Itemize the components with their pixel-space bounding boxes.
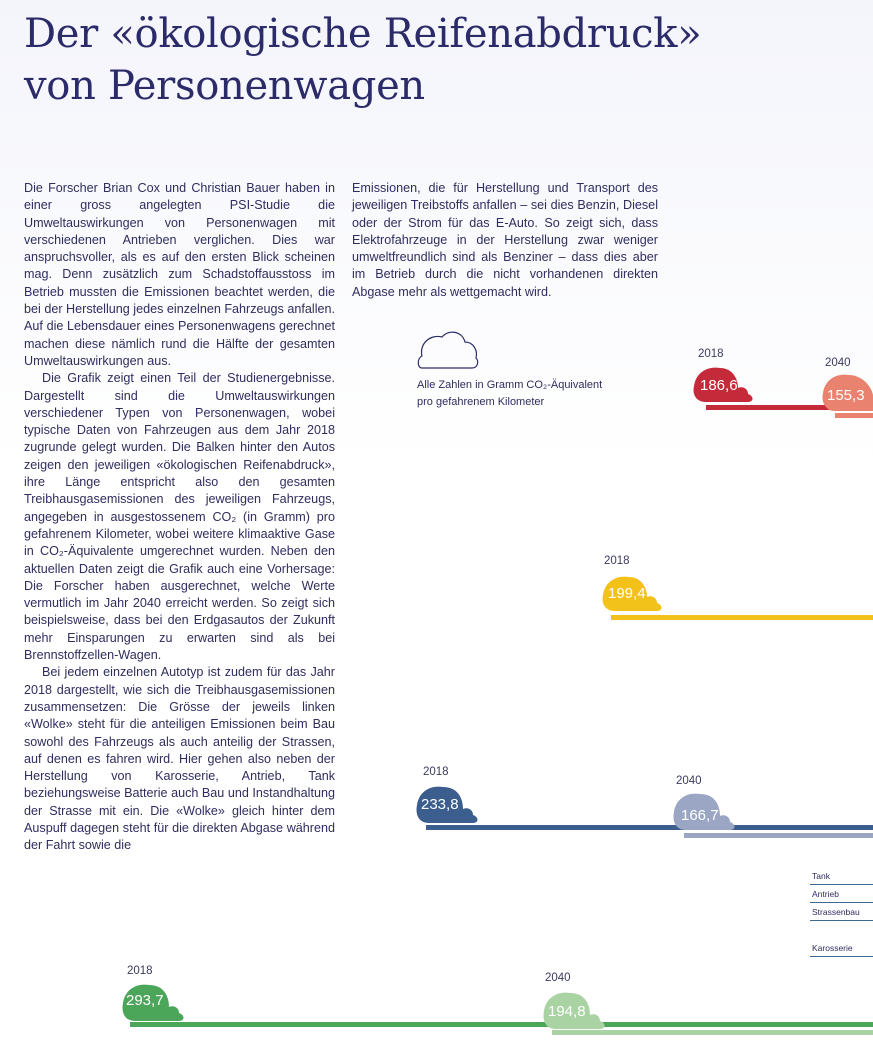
- component-label-strassenbau: Strassenbau: [812, 907, 860, 917]
- value-label-red-2018: 186,6: [700, 377, 738, 394]
- paragraph-3: Bei jedem einzelnen Autotyp ist zudem für das Jahr 2018 dargestellt, wie sich die Treibhausgasemissionen zusammensetzen: Die Grösse der jeweils linken «Wolke» steht für die anteiligen Emissionen beim Bau sowohl des Fahrzeugs als auch anteilig der Strassen, auf denen es fahren wird. Hier gehen also neben der Herstellung von Karosserie, Antrieb, Tank beziehungsweise Batterie auch Bau und Instandhaltung der Strasse mit ein. Die «Wolke» gleich hinter dem Auspuff dagegen steht für die direkten Abgase während der Fahrt sowie die: [24, 665, 335, 853]
- value-label-yellow-2018: 199,4: [608, 585, 646, 602]
- value-label-red-2040: 155,3: [827, 387, 865, 404]
- bar-blue-2040: [684, 833, 873, 838]
- cloud-outline-icon: [416, 328, 480, 372]
- value-label-green-2018: 293,7: [126, 992, 164, 1009]
- component-label-tank: Tank: [812, 871, 830, 881]
- legend-note-line-2: pro gefahrenem Kilometer: [417, 396, 545, 408]
- component-line-tank: [810, 884, 873, 885]
- component-line-karosserie: [810, 956, 873, 957]
- paragraph-1: Die Forscher Brian Cox und Christian Bauer haben in einer gross angelegten PSI-Studie die Umweltauswirkungen von Personenwagen mit verschiedenen Antrieben verglichen. Dies war anspruchsvoller, als es auf den ersten Blick scheinen mag. Denn zusätzlich zum Schadstoffausstoss im Betrieb mussten die Emissionen beachtet werden, die bei der Herstellung jedes einzelnen Fahrzeugs anfallen. Auf die Lebensdauer eines Personenwagens gerechnet machen diese nämlich rund die Hälfte der gesamten Umweltauswirkungen aus.: [24, 181, 335, 368]
- bar-blue-2018: [426, 825, 873, 830]
- component-label-karosserie: Karosserie: [812, 943, 853, 953]
- paragraph-2: Die Grafik zeigt einen Teil der Studienergebnisse. Dargestellt sind die Umweltauswirkungen verschiedener Typen von Personenwagen, wobei typische Daten von Fahrzeugen aus dem Jahr 2018 zugrunde gelegt wurden. Die Balken hinter den Autos zeigen den jeweiligen «ökologischen Reifenabdruck», ihre Länge entspricht also den gesamten Treibhausgasemissionen des jeweiligen Fahrzeugs, angegeben in ausgestossenem CO₂ (in Gramm) pro gefahrenem Kilometer, wobei weitere klimaaktive Gase in CO₂-Äquivalente umgerechnet wurden. Neben den aktuellen Daten zeigt die Grafik auch eine Vorhersage: Die Forscher haben ausgerechnet, welche Werte vermutlich im Jahr 2040 erreicht werden. So zeigt sich beispielsweise, dass bei den Erdgasautos der Zukunft mehr Einsparungen zu erwarten sind als bei Brennstoffzellen-Wagen.: [24, 371, 335, 663]
- year-label-red-2040: 2040: [825, 357, 851, 369]
- bar-yellow-2018: [611, 615, 873, 620]
- bar-red-2040: [835, 413, 873, 418]
- component-label-antrieb: Antrieb: [812, 889, 839, 899]
- title-line-1: Der «ökologische Reifenabdruck»: [24, 11, 702, 57]
- value-label-blue-2018: 233,8: [421, 796, 459, 813]
- year-label-blue-2018: 2018: [423, 766, 449, 778]
- value-label-blue-2040: 166,7: [681, 807, 719, 824]
- year-label-red-2018: 2018: [698, 348, 724, 360]
- paragraph-4: Emissionen, die für Herstellung und Transport des jeweiligen Treibstoffs anfallen – sei dies Benzin, Diesel oder der Strom für das E-Auto. So zeigt sich, dass Elektrofahrzeuge in der Herstellung zwar weniger umweltfreundlich sind als Benziner – dass dies aber im Betrieb durch die nicht vorhandenen direkten Abgase mehr als wettgemacht wird.: [352, 181, 658, 299]
- component-line-strassenbau: [810, 920, 873, 921]
- value-label-green-2040: 194,8: [548, 1003, 586, 1020]
- bar-green-2018: [130, 1022, 873, 1027]
- year-label-green-2018: 2018: [127, 965, 153, 977]
- title-line-2: von Personenwagen: [24, 63, 425, 109]
- legend-note-line-1: Alle Zahlen in Gramm CO₂-Äquivalent: [417, 379, 603, 391]
- year-label-blue-2040: 2040: [676, 775, 702, 787]
- component-line-antrieb: [810, 902, 873, 903]
- year-label-green-2040: 2040: [545, 972, 571, 984]
- text-column-left: [24, 180, 335, 855]
- year-label-yellow-2018: 2018: [604, 555, 630, 567]
- text-column-right: [352, 180, 658, 301]
- legend-note: [417, 377, 602, 411]
- page-title: [24, 8, 701, 112]
